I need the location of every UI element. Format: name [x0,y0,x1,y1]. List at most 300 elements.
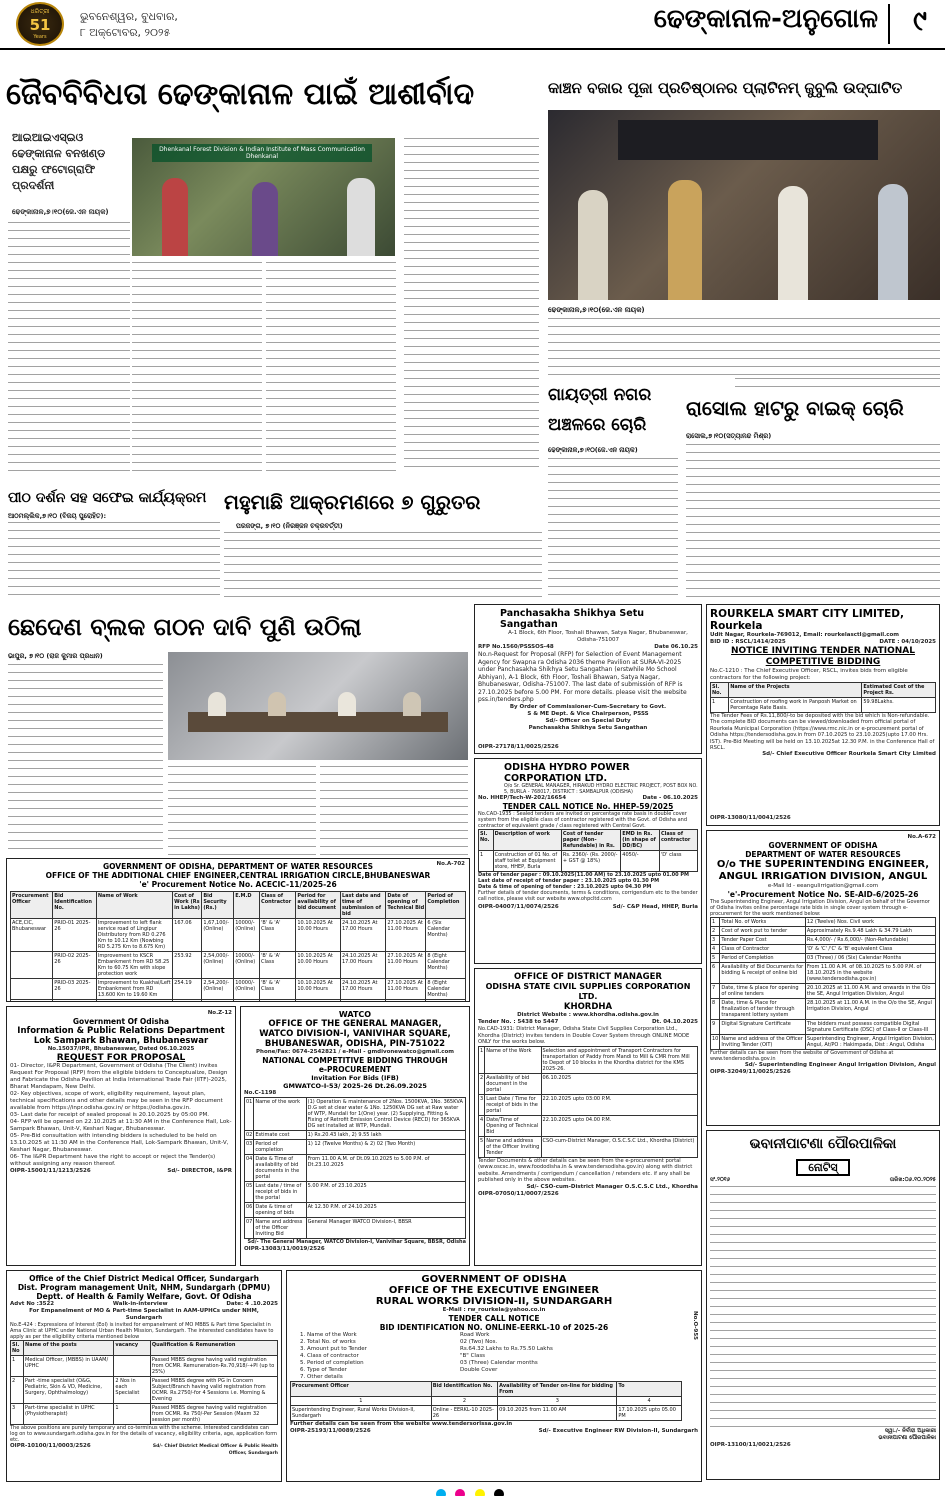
table-row [11,1356,278,1377]
table-header-cell: Period of Completion [426,892,466,919]
table-cell: Name of the Work [485,1046,541,1073]
ipr-p: 04- RFP will be opened on 22.10.2025 at 11:30 AM in the Conference Hall, Lok-Sampark Bhawan, Unit-V, Keshari Nagar, Bhubaneswar. [10,1119,232,1132]
story7-body-col3 [320,766,468,856]
ohpc-col: Sl. No. [479,830,494,851]
angul-footer: Further details can be seen from the website of Government of Odisha at www.tendersodisha.gov.in [710,1050,894,1062]
oscsc-sign: Sd/- CSO-cum-District Manager O.S.C.S.C Ltd., Khordha [526,1183,698,1190]
table-header-cell: Last date and time of submission of bid [340,892,385,919]
rwd-cell: Online - EERKL-10 2025-26 [431,1406,497,1421]
bhawani-notice: ନୋଟିସ୍ [796,1159,849,1176]
angul-code: OIPR-32049/11/0025/2526 [710,1069,791,1075]
person-figure [208,692,226,716]
person-figure [252,182,278,256]
watco-no: No.C-1198 [244,1090,277,1096]
ohpc-cell: 4050/- [621,851,660,872]
table-cell: 3 [479,1094,485,1115]
rwd-h2: BID IDENTIFICATION NO. ONLINE-EERKL-10 of 2025-26 [379,1323,609,1332]
story3-dateline: ଢେଙ୍କାନାଳ,୭।୧୦(ଜେ.ଏନ ନାୟକ) [548,446,638,454]
table-row [711,999,936,1020]
table-cell [426,1000,466,1003]
table-header-cell: Class of Contractor [260,892,296,919]
bhawani-no: ସଂ.୨୦୧୬ [710,1177,731,1183]
table-cell [11,952,53,979]
lead-dateline: ଢେଙ୍କାନାଳ,୭।୧୦(ଜେ.ଏନ ନାୟକ) [12,208,109,216]
table-cell: Last Date / Time for receipt of bids in the portal [485,1094,541,1115]
ohpc-col: Cost of tender paper (Non-Refundable) in Rs. [561,830,620,851]
ohpc-col: Description of work [493,830,561,851]
cdmo-intro: No.E-424 : Expressions of Interest (EoI) is invited for empanelment of MO MBBS & Part time Specialist in Ama Clinic at UPHC under National Urban Health Mission, Sundargarh. The interested candidates have to apply as per the eligibility criteria mentioned below [10,1322,274,1340]
ipr-no: No.Z-12 [207,1010,232,1016]
table-cell: Availability of bid document in the portal [485,1073,541,1094]
table-row [479,1094,698,1115]
table-row [11,1404,278,1425]
pssss-sign2: S & ME Dept. & Vice Chairperson, PSSS [527,710,649,717]
ad-rourkela-smart-city [706,604,940,826]
table-cell: 10 [711,1035,720,1050]
pssss-title: Panchasakha Shikhya Setu Sangathan [500,608,644,630]
person-figure [347,178,375,256]
table-cell: Period of completion [254,1140,306,1155]
person-figure [668,180,702,300]
angul-intro: The Superintending Engineer, Angul Irrigation Division, Angul on behalf of the Governor of Odisha invites online percentage rate bids in single cover system through e-procurement for the work mentioned below: [710,899,930,917]
table-cell: Class of Contractor [720,945,806,954]
table-row [711,954,936,963]
table-cell: 27.10.2025 At 11.00 Hours [386,979,426,1000]
rwd-t1: GOVERNMENT OF ODISHA [421,1274,567,1285]
ipr-p: 01- Director, I&PR Department, Government of Odisha (The Client) invites Request For Proposal (RFP) from the eligible bidders to Conceptualize, Design and Fabricate the Odisha Pavilion at India International Trade Fair (IITF)-2025, Bharat Mandapam, New Delhi. [10,1063,228,1090]
rwd-details-list [290,1332,698,1381]
table-cell [296,1000,341,1003]
story7-body-col1 [8,664,163,856]
cdmo-t1: Office of the Chief District Medical Officer, Sundargarh [29,1274,259,1283]
pssss-sign1: By Order of Commissioner-Cum-Secretary to Govt. [509,703,667,710]
ipr-t4: No.15037/IPR, Bhubaneswar, Dated 06.10.2025 [47,1046,195,1052]
table-cell: Rs.4,000/- / Rs.6,000/- (Non-Refundable) [805,936,935,945]
ad-oscsc [474,968,702,1266]
table-header-cell: E.M.D [234,892,260,919]
bhawani-title: ଭବାନୀପାଟଣା ପୌରପାଳିକା [749,1136,897,1152]
ipr-t1: Government Of Odisha [72,1017,170,1026]
detail-label: 2. Total No. of works [300,1339,356,1345]
table-cell [96,1000,172,1003]
table-cell: 10.10.2025 At 10.00 Hours [296,952,341,979]
rwd-col: Availability of Tender on-line for bidding From [498,1382,617,1397]
watco-t2: WATCO DIVISION-I, VANIVIHAR SQUARE, [259,1029,451,1039]
ad-watco [240,1006,470,1266]
ohpc-line: Further details of tender documents, terms & conditions, corrigendum etc to the tender call notice, please visit our website www.ohpcltd.com [478,890,698,902]
ohpc-code: OIPR-04007/11/0074/2526 [478,904,559,910]
cdmo-walk: Walk-in-interview [112,1301,168,1307]
table-cell: Passed MBBS degree having valid registration from OCMR. Remuneration-Rs.70,918/-+PI (up to 25%) [150,1356,277,1377]
table-cell: 02 [246,1132,253,1138]
story4-dateline: ରାସୋଲ,୭।୧୦(ସତ୍ୟାନନ୍ଦ ମିଶ୍ର) [686,432,772,440]
table-header-cell: Procurement Officer [11,892,53,919]
table-cell: 5 [711,954,720,963]
oscsc-t2: ODISHA STATE CIVIL SUPPLIES CORPORATION LTD. [485,982,691,1001]
pssss-body: No.n-Request for Proposal (RFP) for Selection of Event Management Agency for Swapna ra Odisha 2036 theme Pavilion at SURA-VI-2025 under Panchasakha Shikhya Setu Sangathan (erstwhile Mo School Abhiyan), A-1 Block, 6th Floor, Toshali Bhawan, Satya Nagar, Bhubaneswar, Odisha-751007. The last date of submission of RFP is 27.10.2025 before 5.00 PM. For more details. please visit the website pss.in/tenders.php [478,651,687,703]
detail-label: 6. Type of Tender [300,1367,347,1373]
table-cell: 6 (Six Calendar Months) [426,919,466,952]
story2-body-right [735,378,940,388]
table-cell: Passed MBBS degree having valid registration from OCMR. Rs 750/-Per Session (Maxm 32 session per month) [150,1404,277,1425]
table-cell: 10000/- (Online) [234,979,260,1000]
cdmo-sign: Sd/- Chief District Medical Officer & Public Health Officer, Sundargarh [152,1444,278,1456]
table-row [245,1098,466,1131]
rwd-cell: 3 [498,1397,617,1406]
list-item [300,1346,698,1353]
watco-t3: BHUBANESWAR, ODISHA, PIN-751022 [264,1039,446,1049]
cdmo-footer: The above positions are purely temporary and co-terminus with the scheme. Interested candidates can log on to www.sundargarh.odisha.gov.in for the details of vacancy, eligibility criteria, age, application form etc. [10,1425,278,1443]
list-item [300,1367,698,1374]
rsc-table [710,682,936,713]
table-cell: Cost of work put to tender [720,927,806,936]
watco-code: OIPR-13083/11/0019/2526 [244,1246,325,1252]
table-cell: 9 [711,1020,720,1035]
oscsc-tender: Tender No. : 5438 to 5447 [478,1019,559,1025]
table-row [245,1182,466,1203]
rsc-date: DATE : 04/10/2025 [879,639,936,645]
table-cell: Estimate cost [254,1131,306,1140]
pssss-address: A-1 Block, 6th Floor, Toshali Bhawan, Satya Nagar, Bhubaneswar, Odisha-751007 [508,630,688,643]
badge-number: 51 [29,16,51,34]
table-cell: 3 [11,1404,24,1425]
registration-dot [475,1489,485,1496]
table-cell: PRID-01 2025-26 [53,919,97,952]
person-figure [268,692,286,716]
rsc-intro: No.C-1210 : The Chief Executive Officer, RSCL, invites bids from eligible contractors for the following project: [710,668,908,681]
table-header-cell: Qualification & Remuneration [150,1341,277,1356]
table-cell: 253.92 [173,952,202,979]
pssss-sign4: Panchasakha Shikhya Setu Sangathan [528,724,648,731]
detail-value: 03 (Three) Calendar months [460,1360,538,1366]
bhawani-body [710,1186,936,1428]
ipr-t3: Lok Sampark Bhawan, Bhubaneswar [33,1036,209,1046]
table-row [479,1073,698,1094]
person-figure [878,184,908,300]
table-cell [202,1000,234,1003]
table-cell: 1 [11,1356,24,1377]
table-cell: Date & Time of availability of bid documents in the portal [254,1155,306,1182]
ipr-heading: REQUEST FOR PROPOSAL [56,1053,186,1063]
table-row [11,979,466,1000]
table-cell: Approximately Rs.9.48 Lakh & 34.79 Lakh [805,927,935,936]
table-cell: ACE,CIC, Bhubaneswar [11,919,53,952]
table-cell: General Manager WATCO Division-I, BBSR [306,1218,465,1239]
table-cell: 7 [711,984,720,999]
detail-label: 7. Other details [300,1374,343,1380]
story3-body [548,458,678,598]
table-cell: 22.10.2025 upto 03:00 P.M. [541,1094,697,1115]
table-cell [260,1000,296,1003]
detail-value: Road Work [460,1332,490,1338]
ohpc-intro: No.CAD-1935 : Sealed tenders are invited on percentage rate basis in double cover system from the eligible class of contractor registered with the Govt. of Odisha and contractor of equivalent grade / class registered with Central Govt. [478,811,687,829]
color-registration-bar [160,1484,780,1496]
detail-label: 5. Period of completion [300,1360,364,1366]
table-header-cell: Name of the posts [24,1341,114,1356]
table-row [711,945,936,954]
lead-headline: ଜୈବବିବିଧତା ଢେଙ୍କାନାଳ ପାଇଁ ଆଶୀର୍ବାଦ [6,77,475,112]
detail-label: 1. Name of the Work [300,1332,357,1338]
pssss-sign3: Sd/- Officer on Special Duty [545,717,631,724]
story6-body [224,532,542,598]
table-cell: Part-time specialist in UPHC (Physiotherapist) [24,1404,114,1425]
table-row [479,1046,698,1073]
rwd-cell: 4 [617,1397,681,1406]
table-cell: 2,54,000/- (Online) [202,952,234,979]
detail-label: 3. Amount put to Tender [300,1346,367,1352]
table-cell: 4 [479,1115,485,1136]
badge-top: ଧରିତ୍ରୀ [30,8,50,15]
ohpc-cell: 'D' class [659,851,697,872]
table-cell: Availability of Bid Documents for bidding & receipt of online bid [720,963,806,984]
story4-headline: ରାସୋଲ ହାଟରୁ ବାଇକ୍ ଚୋରି [686,396,904,420]
ohpc-line: Date of tender paper : 09.10.2025(11.00 AM) to 23.10.2025 upto 01.00 PM [478,872,689,878]
story7-dateline: ଭାପୁର, ୭।୧୦ (ରାଜ କୁମାର ପ୍ରଧାନ) [8,652,103,660]
table-cell [340,1000,385,1003]
table-cell [11,979,53,1000]
rwd-col: Bid Identification No. [431,1382,497,1397]
person-figure [403,692,421,716]
table-cell: 1 [479,1046,485,1073]
watco-table [244,1097,466,1239]
oscsc-web: District Website : www.khordha.odisha.gov.in [517,1012,659,1018]
acecic-title3: 'e' Procurement Notice No. ACECIC-11/2025-26 [139,880,337,889]
table-cell: From 11.00 A.M. of 08.10.2025 to 5.00 P.M. of 18.10.2025 in the website (www.tendersodisha.gov.in) [805,963,935,984]
table-cell: Date/Time of Opening of Technical Bid [485,1115,541,1136]
acecic-table [10,891,466,1002]
watco-sign: Sd/- The General Manager, WATCO Division-I, Vanivihar Square, BBSR, Odisha [247,1239,466,1245]
stage-backdrop [618,120,878,160]
table-cell: 4 [711,945,720,954]
rwd-email: E-Mail : rw_rourkela@yahoo.co.in [442,1307,546,1313]
cdmo-heading: For Empanelment of MO & Part-time Specialist in AAM-UPHCs under NHM, Sundargarh [29,1308,259,1321]
table-cell: Name and address of the Officer Inviting Bid [254,1218,306,1239]
lead-body-col3 [266,262,396,472]
registration-dot [494,1489,504,1496]
table-cell: The bidders must possess compatible Digital Signature Certificate (DSC) of Class-II or Class-III [805,1020,935,1035]
table-cell: 03 (Three) / 06 (Six) Calendar Months [805,954,935,963]
table-header-cell: Period for availability of bid document [296,892,341,919]
table-cell: Superintending Engineer, Angul Irrigation Division, Angul, At/PO : Hakimpada, Dist : Angul, Odisha [806,1036,934,1048]
table-cell: 24.10.2025 At 17.00 Hours [340,979,385,1000]
table-cell [114,1356,151,1377]
table-cell: 8 (Eight Calendar Months) [426,952,466,979]
story2-headline: କାଞ୍ଚନ ବଜାର ପୂଜା ପ୍ରତିଷ୍ଠାନର ପ୍ଲାଟିନମ୍ ଜୁବୁଲି ଉଦ୍‌ଘାଟିତ [548,79,903,97]
angul-email: e-Mail Id - eeangulirrigation@gmail.com [767,883,879,889]
person-figure [778,186,808,300]
table-header-cell: Date of opening of Technical Bid [386,892,426,919]
table-cell: 24.10.2025 At 17.00 Hours [340,919,385,952]
table-cell: Total No. of Works [720,918,806,927]
ipr-p: 06- The I&PR Department have the right to accept or reject the Tender(s) without assigning any reason thereof. [10,1154,216,1167]
ohpc-sign: Sd/- C&P Head, HHEP, Burla [612,904,698,910]
table-cell: (1) Operation & maintenance of 2Nos. 1500KVA, 1No. 365KVA D.G set at clear water & 1No. 1250KVA DG set at Raw water of WTP, Mundali for 1(One) year. (2) Supplying, Fitting & Fixing of Retrofit Emission Control Device (RECD) for 365KVA DG set installed at WTP, Mundali. [306,1098,465,1131]
table-header-cell: Bid Identification No. [53,892,97,919]
bhawani-sign1: ସ୍ୱା./- ନିର୍ବାହୀ ଅଧିକାରୀ [884,1428,936,1434]
rwd-cell: 2 [431,1397,497,1406]
table-header-cell: vacancy [114,1341,151,1356]
ad-angul-irrigation [706,830,940,1126]
table-cell: 5.00 P.M. of 23.10.2025 [306,1182,465,1203]
list-item [300,1332,698,1339]
table-cell: 1) Rs.20.43 lakh, 2) 9.55 lakh [306,1131,465,1140]
table-cell: Name and address of the Officer Inviting Tender (OIT) [720,1035,806,1050]
table-cell: 01 [245,1098,254,1131]
table-cell: Passed MBBS degree with PG in Concern Subject/Branch having valid registration from OCMR. Rs.2750/-for 4 Sessions i.e. Morning & Evening [150,1377,277,1404]
list-item [300,1374,698,1381]
angul-title3: O/o THE SUPERINTENDING ENGINEER, ANGUL IRRIGATION DIVISION, ANGUL [716,859,930,882]
table-cell: Medical Officer, (MBBS) in UAAM/ UPHC [24,1356,114,1377]
table-cell: 12 (Twelve) Nos. Civil work [805,918,935,927]
table-row [711,984,936,999]
rwd-cell: Superintending Engineer, Rural Works Division-II, Sundargarh [291,1406,432,1421]
table-cell: 28.10.2025 at 11.00 A.M. in the O/o the SE, Angul Irrigation Division, Angul [805,999,935,1020]
acecic-no: No.A-702 [436,861,465,867]
table-cell: At 12.30 P.M. of 24.10.2025 [306,1203,465,1218]
table-cell: 8 (Eight Calendar Months) [426,979,466,1000]
rwd-code: OIPR-25193/11/0089/2526 [290,1428,371,1434]
table-row [711,936,936,945]
ohpc-col: Class of contractor [659,830,697,851]
ipr-code: OIPR-15001/11/1213/2526 [10,1168,91,1174]
table-cell: Improvement to KSCR Embankment from RD 58.25 Km to 60.75 Km with slope protection work [96,952,172,979]
table-cell: 10.10.2025 At 10.00 Hours [296,979,341,1000]
ohpc-line: Last date of receipt of tender paper : 23.10.2025 upto 01.30 PM [478,878,660,884]
watco-brand: WATCO [338,1010,372,1019]
bhawani-sign2: ଭବାନୀପାଟଣା ପୌରପାଳିକା [878,1435,936,1441]
watco-h1: NATIONAL COMPETITIVE BIDDING THROUGH [262,1056,448,1065]
watco-contact: Phone/Fax: 0674-2542821 / e-Mail - gmdivonewatco@gmail.com [256,1049,454,1055]
angul-title1: GOVERNMENT OF ODISHA [768,841,878,850]
angul-table [710,917,936,1050]
story2-dateline: ଢେଙ୍କାନାଳ,୭।୧୦(ଜେ.ଏନ ନାୟକ) [548,306,645,314]
story5-body [8,522,220,598]
table-row [711,918,936,927]
table-cell: Name and address of the Officer Inviting Tender [486,1137,540,1156]
table-cell: Part -time specialist (O&G, Pediatric, Skin & VD, Medicine, Surgery, Ophthalmology) [24,1377,114,1404]
table-row [479,1115,698,1136]
ohpc-table [478,829,698,872]
table-cell: 20.10.2025 at 11.00 A.M. and onwards in the O/o the SE, Angul Irrigation Division, Angul [805,984,935,999]
ad-bhawanipatna [706,1130,940,1480]
ohpc-cell: Rs. 2360/- (Rs. 2000/- + GST @ 18%) [561,851,620,872]
oscsc-t3: KHORDHA [563,1002,613,1012]
table-cell: 24.10.2025 At 17.00 Hours [340,952,385,979]
list-item [300,1360,698,1367]
ad-cdmo-sundargarh [6,1270,282,1482]
table-cell: CSO-cum-District Manager, O.S.C.S.C Ltd., Khordha (District) [541,1136,697,1157]
acecic-title1: GOVERNMENT OF ODISHA, DEPARTMENT OF WATER RESOURCES [102,862,374,871]
lead-body-col2 [132,262,262,472]
table-cell: 06.10.2025 [541,1073,697,1094]
table-cell: 6 [711,963,720,984]
table-cell: Date & time of opening of bids [254,1203,306,1218]
rsc-col: Name of the Projects [729,683,862,698]
watco-h4: GMWATCO-I-53/ 2025-26 Dt.26.09.2025 [283,1082,427,1090]
detail-value: Double Cover [460,1367,498,1373]
table-header-cell: Bid Security (Rs.) [202,892,234,919]
rsc-heading: NOTICE INVITING TENDER NATIONAL COMPETITIVE BIDDING [731,646,915,667]
table-cell: 10.10.2025 At 10.00 Hours [296,919,341,952]
ohpc-notice-no: No. HHEP/Tech-W-202/16654 [478,795,567,801]
oscsc-code: OIPR-07050/11/0007/2526 [478,1190,559,1197]
masthead [0,0,945,50]
ohpc-cell: Construction of 01 No. of staff toilet at Equipment store, HHEP, Burla [493,851,561,872]
table-header-cell: Name of Work [96,892,172,919]
table-cell: 05 [245,1182,254,1203]
table-cell: 03 [245,1140,254,1155]
rwd-col: To [617,1382,681,1397]
rsc-code: OIPR-13080/11/0041/2526 [710,815,791,821]
pssss-date: Date 06.10.25 [654,644,698,650]
story2-body [548,318,940,376]
table-row [479,1136,698,1157]
table-cell: Improvement to Kuakhai/Left Embankment from RD 13.600 Km to 19.60 Km [96,979,172,1000]
ohpc-title: ODISHA HYDRO POWER CORPORATION LTD. [504,762,630,784]
table-cell: 2 Nos in each Specialist [114,1377,151,1404]
table-cell: 10000/- (Online) [234,919,260,952]
rwd-t3: RURAL WORKS DIVISION-II, SUNDARGARH [375,1296,613,1307]
ipr-t2: Information & Public Relations Department [17,1026,225,1036]
oscsc-t1: OFFICE OF DISTRICT MANAGER [514,972,662,982]
detail-value: 02 (Two) Nos. [460,1339,498,1345]
table-cell: PRID-02 2025-26 [53,952,97,979]
ad-ipr [6,1006,236,1266]
cdmo-date: Date: 4 .10.2025 [226,1301,278,1307]
lead-kicker: ଆଇଆଇଏସ୍‌ଇଓ ଢେଙ୍କାନାଳ ବନଖଣ୍ଡ ପକ୍ଷରୁ ଫଟୋଗ୍ରାଫି ପ୍ରଦର୍ଶନୀ [12,131,106,192]
table-cell: 1) 12 (Twelve Months) & 2) 02 (Two Month) [306,1140,465,1155]
lead-body-col4 [404,138,539,472]
detail-value: Rs.64.32 Lakhs to Rs.75.50 Lakhs [460,1346,553,1352]
table-cell: 04 [245,1155,254,1182]
rsc-address: Udit Nagar, Rourkela-769012, Email: rourkelasctl@gmail.com [710,632,900,638]
cdmo-code: OIPR-10100/11/0003/2526 [10,1443,91,1449]
table-cell: Period of Completion [720,954,806,963]
cdmo-t2: Dist. Program management Unit, NHM, Sundargarh (DPMU) [17,1283,271,1292]
rwd-col: Procurement Officer [291,1382,432,1397]
story7-headline: ଛେଦେଣ ବ୍ଲକ ଗଠନ ଦାବି ପୁଣି ଉଠିଲା [8,613,362,641]
table-cell: 8 [711,999,720,1020]
table-cell: 2 [479,1073,485,1094]
table-row [245,1218,466,1239]
watco-h3: Invitation For Bids (IFB) [311,1074,399,1082]
story3-headline: ଗାୟତ୍ରୀ ନଗର ଅଞ୍ଚଳରେ ଚୋରି [548,385,652,435]
table-cell: 06 [245,1203,254,1218]
table-cell [53,1000,97,1003]
lead-photo [132,138,395,256]
table-row [245,1131,466,1140]
table-row [245,1140,466,1155]
table-cell: Digital Signature Certificate [720,1020,806,1035]
rwd-cell: 1 [291,1397,432,1406]
date-line-2: ୮ ଅକ୍ଟୋବର, ୨୦୨୫ [80,26,171,39]
table-row [11,1377,278,1404]
table-cell: 'B' & 'A' Class [260,919,296,952]
anniversary-badge [16,2,64,46]
date-line-1: ଭୁବନେଶ୍ୱର, ବୁଧବାର, [80,10,178,23]
angul-sign: Sd/- Superintending Engineer Angul Irrigation Division, Angul [744,1062,936,1068]
table-cell: From 11.00 A.M. of Dt.09.10.2025 to 5.00 P.M. of Dt.23.10.2025 [306,1155,465,1182]
table-cell: 1 [711,918,720,927]
table-cell: 1,67,100/- (Online) [202,919,234,952]
ipr-sign: Sd/- DIRECTOR, I&PR [167,1168,232,1174]
list-item [300,1353,698,1360]
rwd-cell: 09.10.2025 from 11.00 AM [498,1406,617,1421]
table-row [11,919,466,952]
rwd-table [290,1381,682,1421]
story6-headline: ମହୁମାଛି ଆକ୍ରମଣରେ ୭ ଗୁରୁତର [224,490,481,514]
table-cell: 1 [114,1404,151,1425]
